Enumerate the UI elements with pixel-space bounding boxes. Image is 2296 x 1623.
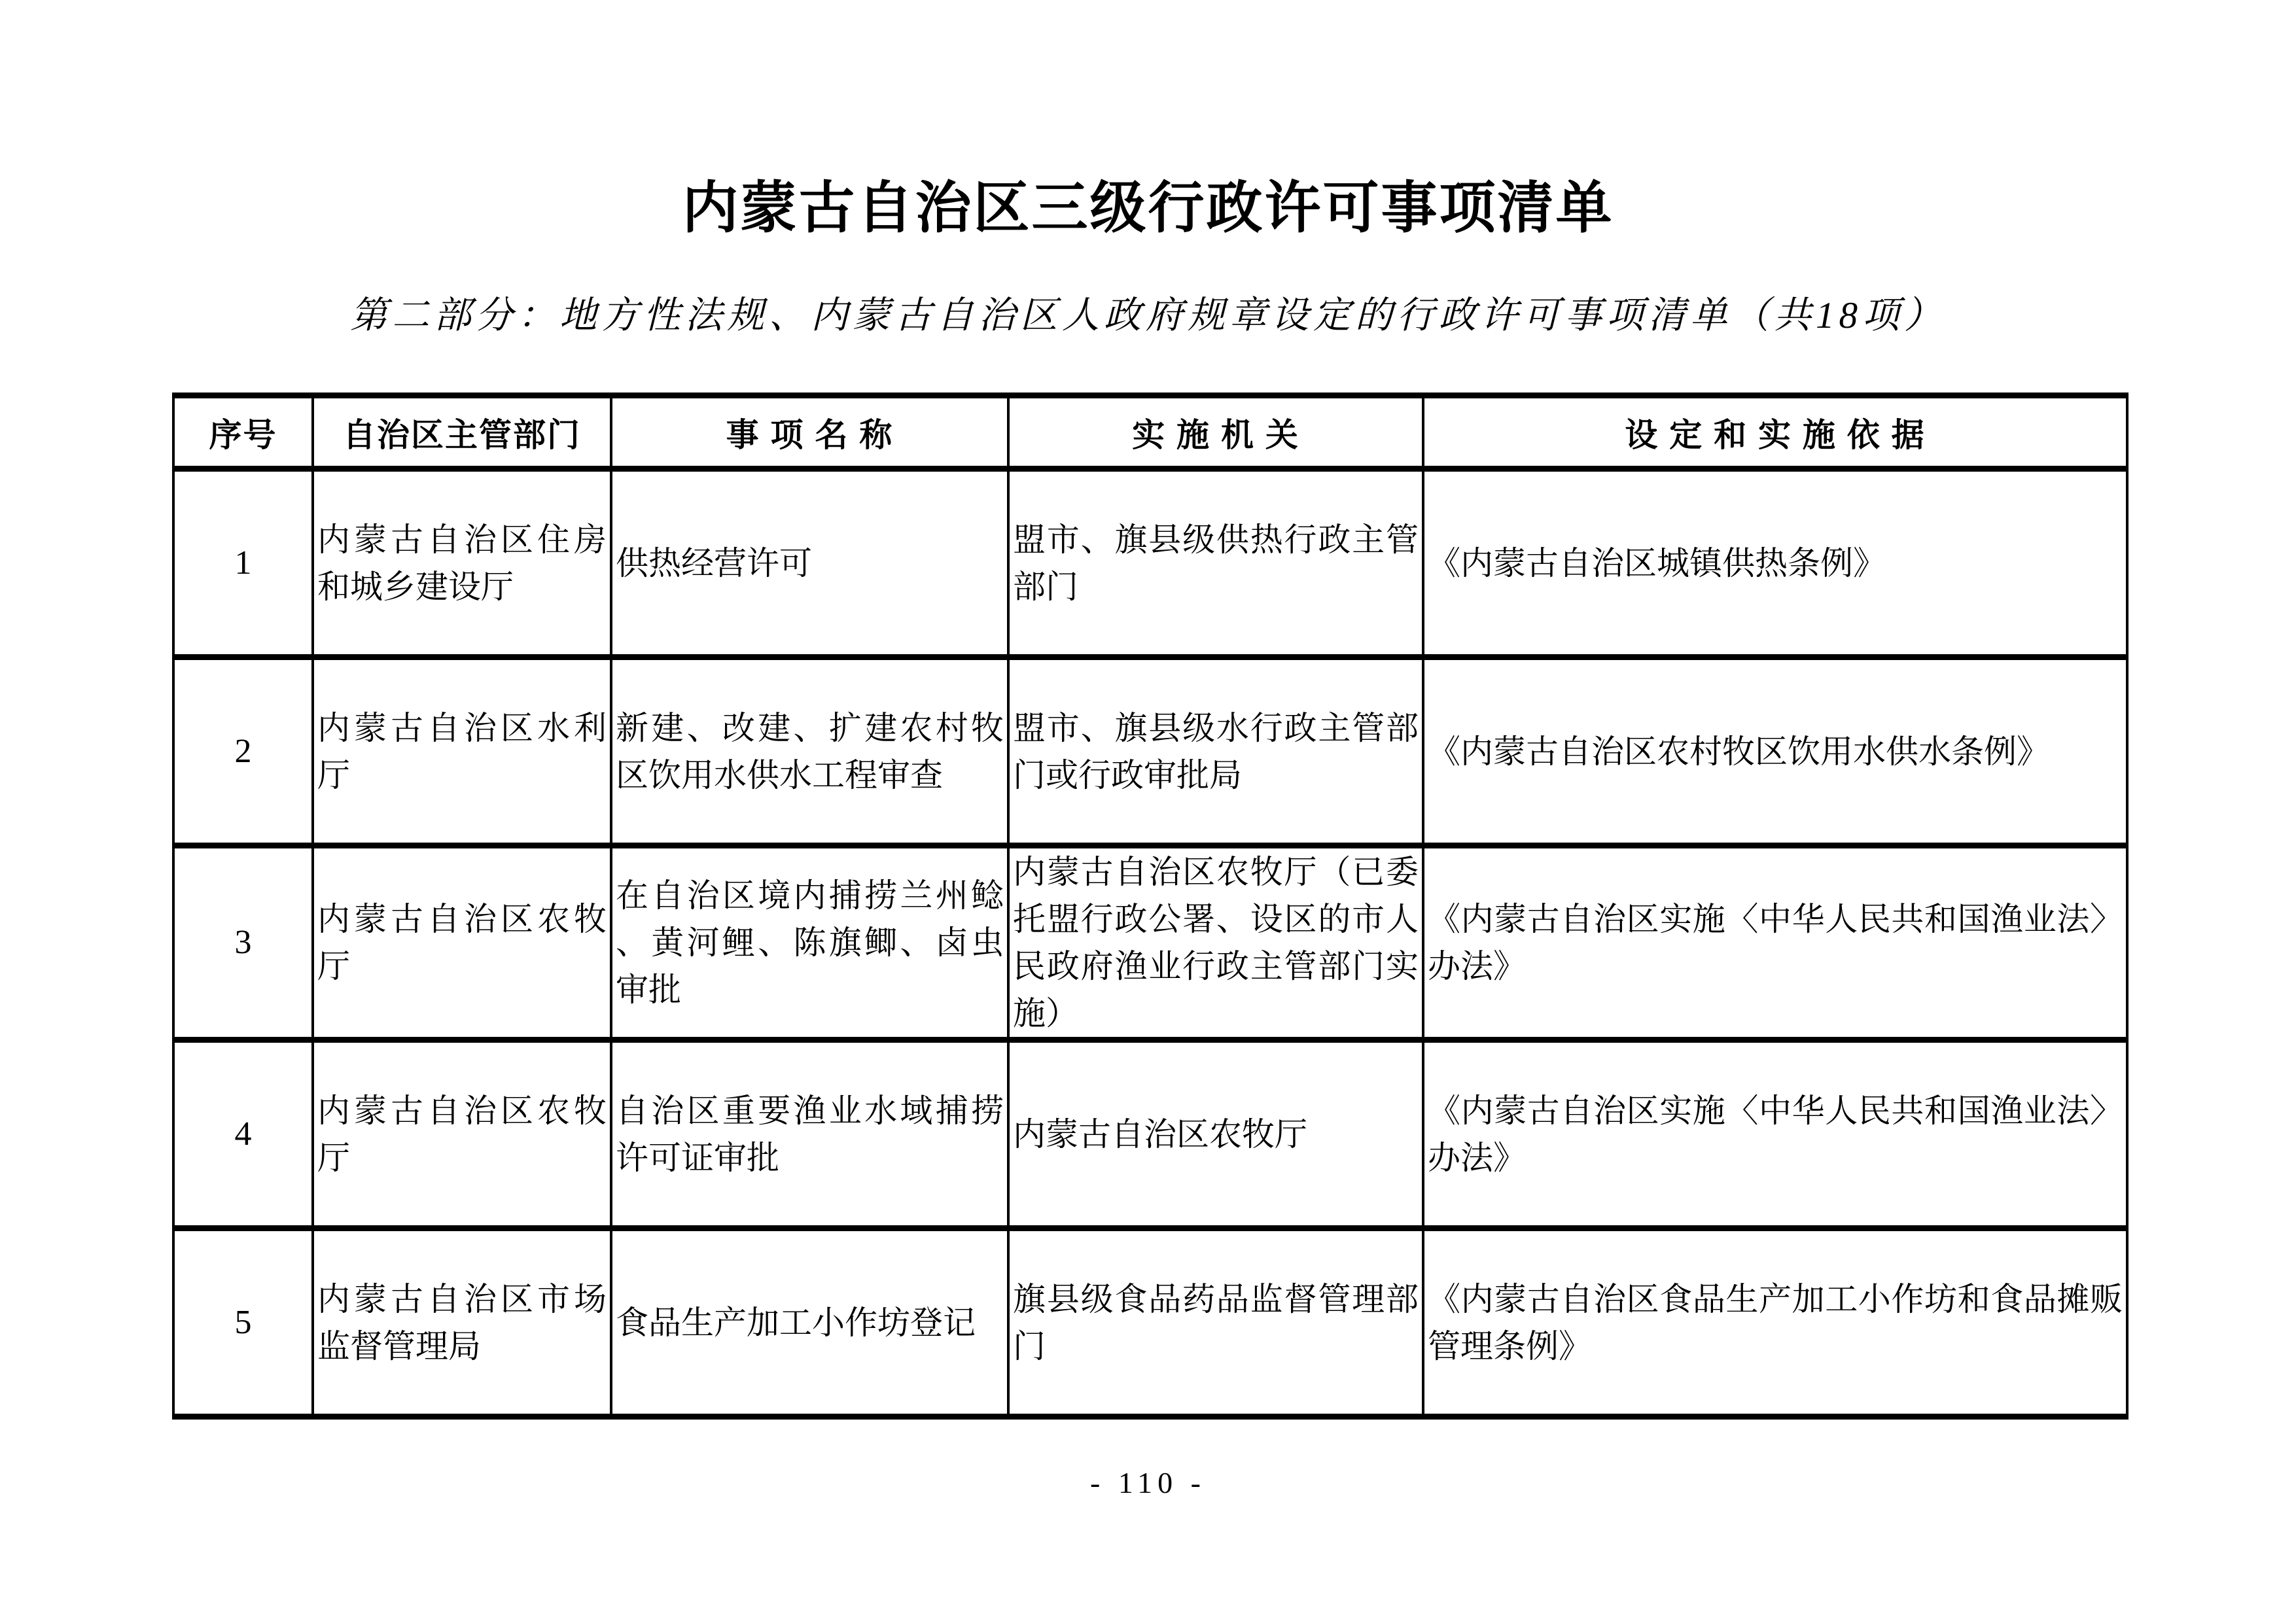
- col-header-serial: 序号: [173, 396, 313, 469]
- cell-item-name: 供热经营许可: [611, 469, 1008, 657]
- page-subtitle: 第二部分：地方性法规、内蒙古自治区人政府规章设定的行政许可事项清单（共18项）: [350, 295, 1946, 336]
- cell-serial: 4: [173, 1040, 313, 1229]
- table-row: [173, 846, 2127, 1040]
- page-title: 内蒙古自治区三级行政许可事项清单: [682, 177, 1614, 239]
- cell-department: 内蒙古自治区农牧厅: [313, 846, 611, 1040]
- cell-item-name: 在自治区境内捕捞兰州鲶、黄河鲤、陈旗鲫、卤虫审批: [611, 846, 1008, 1040]
- cell-department: 内蒙古自治区水利厅: [313, 657, 611, 846]
- license-items-table: [172, 393, 2128, 1420]
- cell-item-name: 新建、改建、扩建农村牧区饮用水供水工程审查: [611, 657, 1008, 846]
- table-row: [173, 469, 2127, 657]
- cell-agency: 内蒙古自治区农牧厅（已委托盟行政公署、设区的市人民政府渔业行政主管部门实施）: [1008, 846, 1423, 1040]
- col-header-basis: 设 定 和 实 施 依 据: [1423, 396, 2127, 469]
- cell-serial: 2: [173, 657, 313, 846]
- col-header-agency: 实 施 机 关: [1008, 396, 1423, 469]
- cell-agency: 盟市、旗县级供热行政主管部门: [1008, 469, 1423, 657]
- cell-basis: 《内蒙古自治区农村牧区饮用水供水条例》: [1423, 657, 2127, 846]
- col-header-department: 自治区主管部门: [313, 396, 611, 469]
- cell-agency: 内蒙古自治区农牧厅: [1008, 1040, 1423, 1229]
- cell-serial: 5: [173, 1229, 313, 1417]
- cell-serial: 1: [173, 469, 313, 657]
- cell-agency: 盟市、旗县级水行政主管部门或行政审批局: [1008, 657, 1423, 846]
- cell-agency: 旗县级食品药品监督管理部门: [1008, 1229, 1423, 1417]
- cell-item-name: 自治区重要渔业水域捕捞许可证审批: [611, 1040, 1008, 1229]
- cell-department: 内蒙古自治区市场监督管理局: [313, 1229, 611, 1417]
- table-row: [173, 657, 2127, 846]
- cell-basis: 《内蒙古自治区食品生产加工小作坊和食品摊贩管理条例》: [1423, 1229, 2127, 1417]
- cell-serial: 3: [173, 846, 313, 1040]
- col-header-item-name: 事 项 名 称: [611, 396, 1008, 469]
- cell-basis: 《内蒙古自治区城镇供热条例》: [1423, 469, 2127, 657]
- cell-department: 内蒙古自治区农牧厅: [313, 1040, 611, 1229]
- cell-basis: 《内蒙古自治区实施〈中华人民共和国渔业法〉办法》: [1423, 1040, 2127, 1229]
- cell-department: 内蒙古自治区住房和城乡建设厅: [313, 469, 611, 657]
- table-row: [173, 1229, 2127, 1417]
- cell-basis: 《内蒙古自治区实施〈中华人民共和国渔业法〉办法》: [1423, 846, 2127, 1040]
- table-row: [173, 1040, 2127, 1229]
- page-number: - 110 -: [1090, 1466, 1206, 1499]
- table-header-row: [173, 396, 2127, 469]
- cell-item-name: 食品生产加工小作坊登记: [611, 1229, 1008, 1417]
